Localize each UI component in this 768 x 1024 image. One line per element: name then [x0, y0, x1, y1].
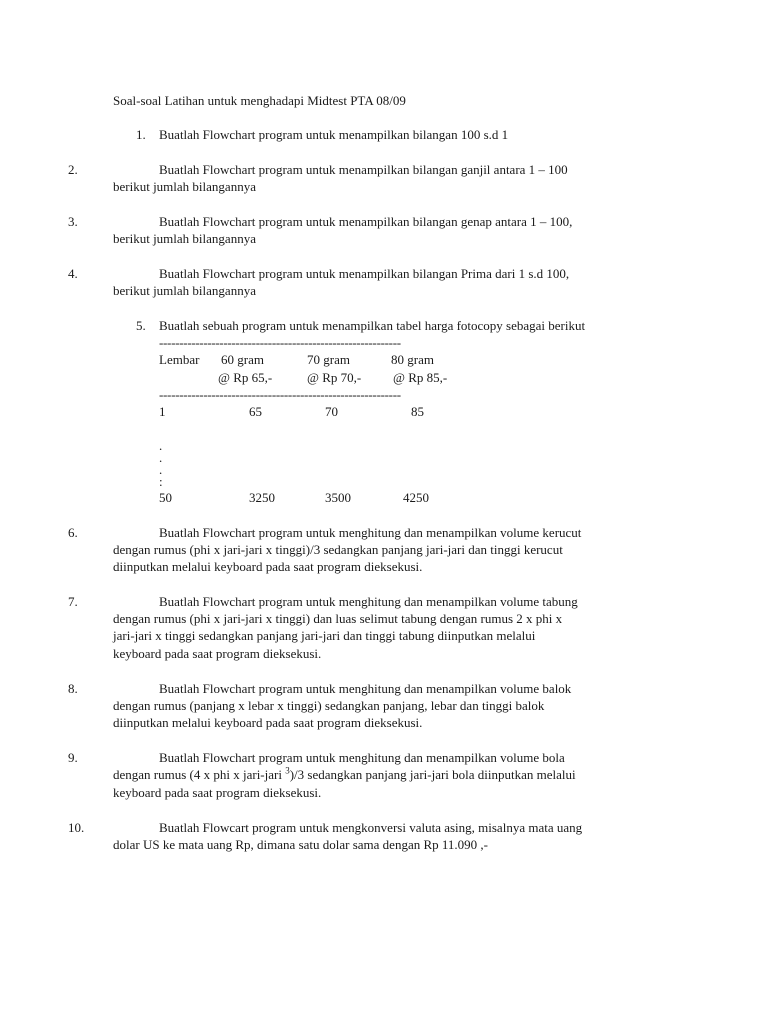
question-text-line [113, 766, 576, 783]
table-cell: 85 [411, 404, 424, 419]
question-number: 2. [68, 162, 78, 177]
table-separator: ------------------------------------------------------------ [159, 387, 401, 402]
question-text-line: Buatlah Flowchart program untuk menghitung dan menampilkan volume balok [159, 681, 572, 696]
table-header-cell: Lembar [159, 352, 200, 367]
question-text-line: keyboard pada saat program dieksekusi. [113, 646, 322, 661]
question-text-part: dengan rumus (4 x phi x jari-jari [113, 767, 286, 782]
question-text-line: jari-jari x tinggi sedangkan panjang jari-jari dan tinggi tabung diinputkan melalui [113, 628, 536, 643]
question-text: Buatlah Flowchart program untuk menampilkan bilangan 100 s.d 1 [159, 127, 509, 142]
table-price-cell: @ Rp 85,- [393, 370, 448, 385]
question-text-line: Buatlah Flowchart program untuk menghitung dan menampilkan volume kerucut [159, 525, 582, 540]
question-number: 10. [68, 820, 85, 835]
question-text-line: diinputkan melalui keyboard pada saat program dieksekusi. [113, 715, 423, 730]
question-number: 7. [68, 594, 78, 609]
question-text-line: dolar US ke mata uang Rp, dimana satu dolar sama dengan Rp 11.090 ,- [113, 837, 488, 852]
table-header-cell: 80 gram [391, 352, 434, 367]
question-text-line: dengan rumus (panjang x lebar x tinggi) sedangkan panjang, lebar dan tinggi balok [113, 698, 545, 713]
question-text-line: berikut jumlah bilangannya [113, 231, 256, 246]
question-text-line: dengan rumus (phi x jari-jari x tinggi) dan luas selimut tabung dengan rumus 2 x phi x [113, 611, 563, 626]
question-text-line: berikut jumlah bilangannya [113, 179, 256, 194]
table-cell: 4250 [403, 490, 429, 505]
table-price-cell: @ Rp 70,- [307, 370, 362, 385]
page-title: Soal-soal Latihan untuk menghadapi Midtest PTA 08/09 [113, 93, 406, 108]
question-number: 6. [68, 525, 78, 540]
question-text-line: Buatlah Flowchart program untuk menghitung dan menampilkan volume bola [159, 750, 565, 765]
question-text-line: Buatlah Flowchart program untuk menampilkan bilangan ganjil antara 1 – 100 [159, 162, 568, 177]
table-cell: 50 [159, 490, 172, 505]
table-ellipsis-dot: . [159, 438, 163, 453]
table-price-cell: @ Rp 65,- [218, 370, 273, 385]
table-separator: ------------------------------------------------------------ [159, 335, 401, 350]
question-text-line: keyboard pada saat program dieksekusi. [113, 785, 322, 800]
question-number: 1. [136, 127, 146, 142]
question-text-line: diinputkan melalui keyboard pada saat program dieksekusi. [113, 559, 423, 574]
table-ellipsis-dot: . [159, 450, 163, 465]
table-header-cell: 60 gram [221, 352, 264, 367]
question-text: Buatlah sebuah program untuk menampilkan tabel harga fotocopy sebagai berikut [159, 318, 586, 333]
table-header-cell: 70 gram [307, 352, 350, 367]
superscript-exponent: 3 [285, 765, 290, 776]
question-text-part: )/3 sedangkan panjang jari-jari bola diinputkan melalui [289, 767, 576, 782]
table-cell: 3500 [325, 490, 351, 505]
question-number: 8. [68, 681, 78, 696]
question-text-line: Buatlah Flowchart program untuk menghitung dan menampilkan volume tabung [159, 594, 578, 609]
table-cell: 3250 [249, 490, 275, 505]
question-text-line: berikut jumlah bilangannya [113, 283, 256, 298]
question-number: 3. [68, 214, 78, 229]
question-text-line: Buatlah Flowchart program untuk menampilkan bilangan Prima dari 1 s.d 100, [159, 266, 570, 281]
question-number: 9. [68, 750, 78, 765]
question-text-line: dengan rumus (phi x jari-jari x tinggi)/3 sedangkan panjang jari-jari dan tinggi kerucut [113, 542, 563, 557]
table-cell: 65 [249, 404, 262, 419]
table-ellipsis-dot: . [159, 462, 163, 477]
question-text-line: Buatlah Flowcart program untuk mengkonversi valuta asing, misalnya mata uang [159, 820, 583, 835]
question-text-line: Buatlah Flowchart program untuk menampilkan bilangan genap antara 1 – 100, [159, 214, 573, 229]
question-number: 5. [136, 318, 146, 333]
table-cell: 70 [325, 404, 338, 419]
table-ellipsis-dot: : [159, 474, 163, 489]
table-cell: 1 [159, 404, 166, 419]
question-number: 4. [68, 266, 78, 281]
